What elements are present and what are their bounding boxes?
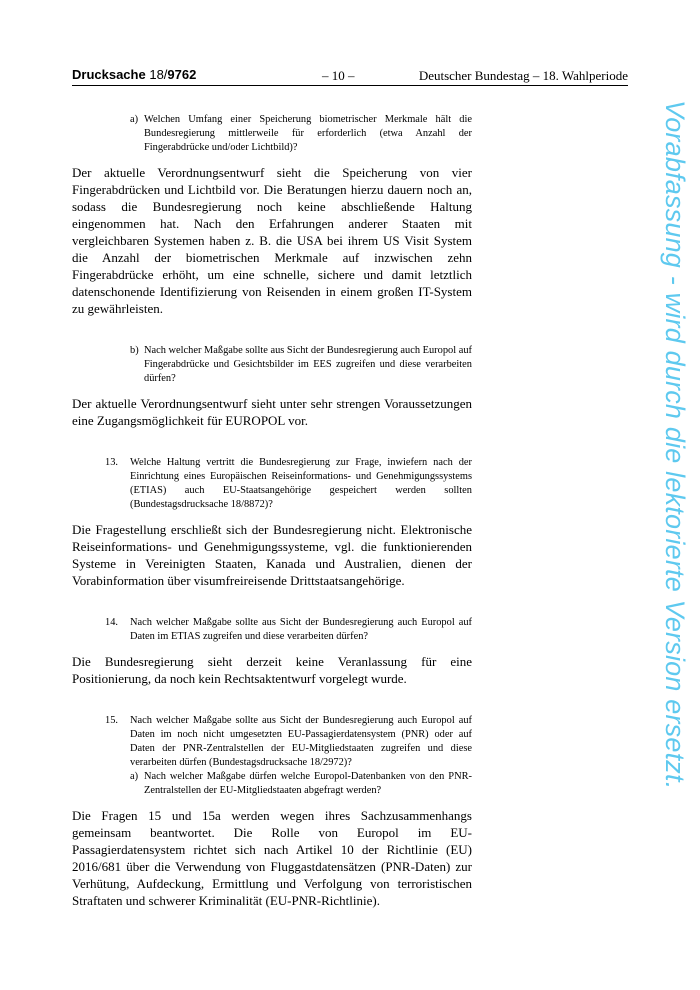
question-text: Welchen Umfang einer Speicherung biometrischer Merkmale hält die Bundesregierung mittlerweile für erforderlich (etwa Anzahl der Fingerabdrücke und/oder Lichtbild)? (144, 114, 472, 153)
answer-paragraph: Die Bundesregierung sieht derzeit keine Veranlassung für eine Positionierung, da noch kein Rechtsaktentwurf vorgelegt wurde. (72, 654, 472, 686)
question-text: Nach welcher Maßgabe sollte aus Sicht der Bundesregierung auch Europol auf Daten im ETIAS zugreifen und diese verarbeiten dürfen? (130, 617, 472, 642)
document-body (72, 113, 472, 909)
drucksache-number: Drucksache 18/9762 (72, 67, 197, 82)
page-header (72, 67, 628, 87)
watermark (640, 100, 700, 900)
question-item (130, 113, 472, 155)
question-number: a) (130, 771, 139, 782)
question-item (130, 344, 472, 386)
watermark-text: Vorabfassung - wird durch die lektorierte Version ersetzt. (660, 100, 690, 790)
answer-paragraph: Die Fragen 15 und 15a werden wegen ihres Sachzusammenhangs gemeinsam beantwortet. Die Rolle von Europol im EU-Passagierdatensystem richtet sich nach Artikel 10 der Richtlinie (EU) 2016/681 über die Verwendung von Fluggastdatensätzen (PNR-Daten) zur Verhütung, Aufdeckung, Ermittlung und Verfolgung von terroristischen Straftaten und schwerer Kriminalität (EU-PNR-Richtlinie). (72, 808, 472, 908)
question-number: b) (130, 345, 139, 356)
question-text: Nach welcher Maßgabe sollte aus Sicht der Bundesregierung auch Europol auf Fingerabdrücke und Gesichtsbilder im EES zugreifen und diese verarbeiten dürfen? (144, 345, 472, 384)
header-rule (72, 85, 628, 86)
question-text: Welche Haltung vertritt die Bundesregierung zur Frage, inwiefern nach der Einrichtung eines Europäischen Reiseinformations- und Genehmigungssystems (ETIAS) auch EU-Staatsangehörige gespeichert werden sollten (Bundestagsdrucksache 18/8872)? (130, 457, 472, 510)
question-item (105, 616, 472, 644)
question-number: 14. (105, 617, 118, 628)
question-text: Nach welcher Maßgabe dürfen welche Europol-Datenbanken von den PNR-Zentralstellen der EU-Mitgliedstaaten abgefragt werden? (144, 771, 472, 796)
answer-paragraph: Der aktuelle Verordnungsentwurf sieht unter sehr strengen Voraussetzungen eine Zugangsmöglichkeit für EUROPOL vor. (72, 396, 472, 428)
question-number: 15. (105, 715, 118, 726)
question-item (105, 456, 472, 512)
page-number: – 10 – (322, 68, 355, 83)
question-number: a) (130, 114, 139, 125)
answer-paragraph: Der aktuelle Verordnungsentwurf sieht die Speicherung von vier Fingerabdrücken und Lichtbild vor. Die Beratungen hierzu dauern noch an, sodass die Bundesregierung noch keine abschließende Haltung eingenommen hat. Nach den Erfahrungen anderer Staaten mit vergleichbaren Systemen haben z. B. die USA bei ihrem US Visit System die Anzahl der biometrischen Merkmale auf inzwischen zehn Fingerabdrücke erhöht, um eine schnelle, sichere und damit letztlich datenschonende Identifizierung von Reisenden in einem großen IT-System zu gewährleisten. (72, 165, 472, 316)
question-number: 13. (105, 457, 118, 468)
question-item (105, 714, 472, 770)
question-item (130, 770, 472, 798)
question-text: Nach welcher Maßgabe sollte aus Sicht der Bundesregierung auch Europol auf Daten im noch nicht umgesetzten EU-Passagierdatensystem (PNR) oder auf Daten der PNR-Zentralstellen der EU-Mitgliedstaaten zugreifen und diese verarbeiten dürfen (Bundestagsdrucksache 18/2972)? (130, 715, 472, 768)
header-right: Deutscher Bundestag – 18. Wahlperiode (418, 68, 628, 83)
answer-paragraph: Die Fragestellung erschließt sich der Bundesregierung nicht. Elektronische Reiseinformations- und Genehmigungssysteme, vgl. die funktionierenden Systeme in Vereinigten Staaten, Kanada und Australien, dienen der Vorabinformation über visumfreireisende Drittstaatsangehörige. (72, 522, 472, 588)
